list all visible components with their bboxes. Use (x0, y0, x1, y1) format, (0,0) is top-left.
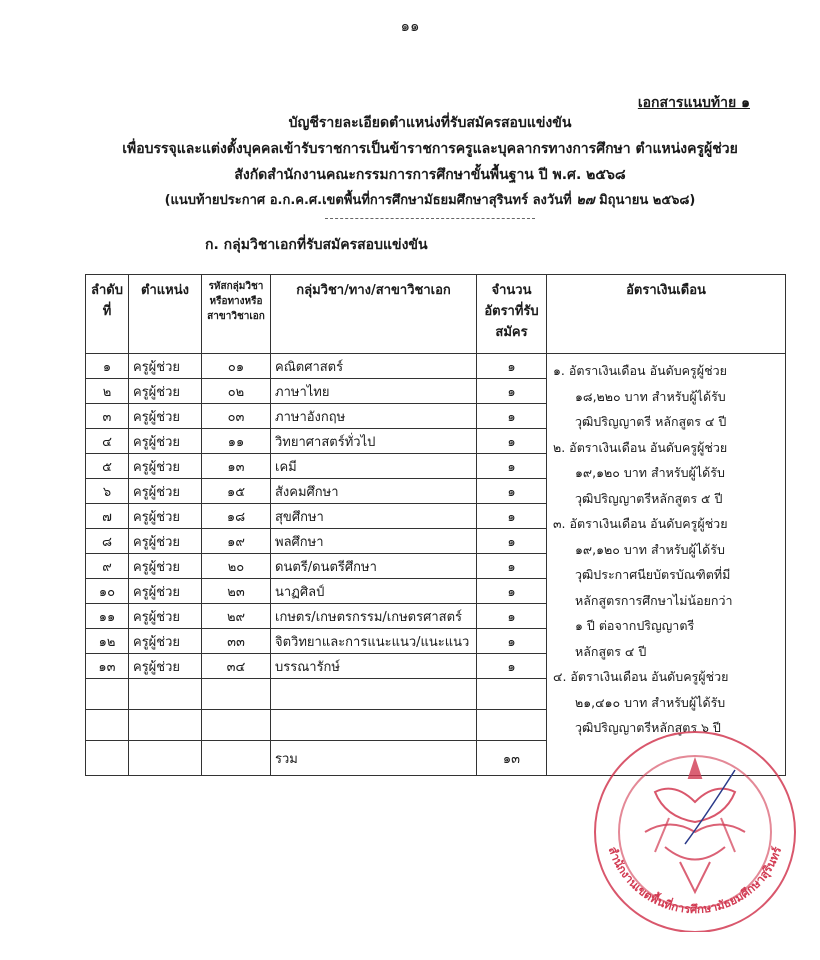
row-order: ๑ (86, 354, 129, 379)
announcement-suffix: มิถุนายน ๒๕๖๘) (594, 193, 696, 208)
row-count: ๑ (477, 529, 547, 554)
salary-note-line: ๑๙,๑๒๐ บาท สำหรับผู้ได้รับ (575, 541, 725, 557)
salary-note-line: ๑ ปี ต่อจากปริญญาตรี (575, 618, 695, 633)
row-code: ๓๓ (202, 629, 271, 654)
row-order: ๒ (86, 379, 129, 404)
row-position: ครูผู้ช่วย (129, 529, 202, 554)
page-number: ๑๑ (400, 17, 420, 35)
row-count: ๑ (477, 554, 547, 579)
row-position: ครูผู้ช่วย (129, 579, 202, 604)
row-subject: ดนตรี/ดนตรีศึกษา (271, 554, 477, 579)
heading-line-4 (40, 188, 820, 214)
row-order: ๙ (86, 554, 129, 579)
document-heading (40, 110, 820, 214)
salary-note (553, 435, 779, 512)
row-position: ครูผู้ช่วย (129, 629, 202, 654)
row-subject: ภาษาอังกฤษ (271, 404, 477, 429)
salary-note-line: ๑๙,๑๒๐ บาท สำหรับผู้ได้รับ (575, 465, 725, 480)
table-header-row (86, 275, 786, 354)
salary-note-title: ๔. อัตราเงินเดือน อันดับครูผู้ช่วย (553, 669, 729, 684)
announcement-prefix: (แนบท้ายประกาศ อ.ก.ค.ศ.เขตพื้นที่การศึกษามัธยมศึกษาสุรินทร์ ลงวันที่ (164, 193, 577, 208)
row-subject: สังคมศึกษา (271, 479, 477, 504)
salary-note-line: ๑๘,๒๒๐ บาท สำหรับผู้ได้รับ (575, 388, 726, 404)
row-order: ๘ (86, 529, 129, 554)
row-count: ๑ (477, 429, 547, 454)
salary-note-line: วุฒิประกาศนียบัตรบัณฑิตที่มี (575, 567, 731, 582)
salary-note-line: วุฒิปริญญาตรีหลักสูตร ๖ ปี (575, 720, 721, 735)
header-position: ตำแหน่ง (129, 275, 202, 354)
heading-line-3: สังกัดสำนักงานคณะกรรมการการศึกษาขั้นพื้นฐาน ปี พ.ศ. ๒๕๖๘ (234, 167, 626, 183)
row-position: ครูผู้ช่วย (129, 454, 202, 479)
row-count: ๑ (477, 479, 547, 504)
row-count: ๑ (477, 604, 547, 629)
row-code: ๑๘ (202, 504, 271, 529)
salary-note-line: วุฒิปริญญาตรีหลักสูตร ๕ ปี (575, 490, 723, 506)
table-row (86, 354, 786, 379)
row-subject: คณิตศาสตร์ (271, 354, 477, 379)
salary-note (553, 358, 779, 435)
svg-text:สำนักงานเขตพื้นที่การศึกษามัธย (606, 844, 785, 916)
row-order: ๖ (86, 479, 129, 504)
section-title: ก. กลุ่มวิชาเอกที่รับสมัครสอบแข่งขัน (205, 237, 428, 253)
row-code: ๐๑ (202, 354, 271, 379)
positions-table (85, 274, 786, 776)
row-position: ครูผู้ช่วย (129, 404, 202, 429)
header-code: รหัสกลุ่มวิชาหรือทางหรือสาขาวิชาเอก (202, 275, 271, 354)
row-subject: เกษตร/เกษตรกรรม/เกษตรศาสตร์ (271, 604, 477, 629)
row-count: ๑ (477, 454, 547, 479)
total-count: ๑๓ (477, 741, 547, 776)
row-position: ครูผู้ช่วย (129, 504, 202, 529)
row-position: ครูผู้ช่วย (129, 604, 202, 629)
salary-note-line: วุฒิปริญญาตรี หลักสูตร ๔ ปี (575, 414, 727, 429)
row-code: ๑๕ (202, 479, 271, 504)
row-code: ๒๓ (202, 579, 271, 604)
salary-note-line: หลักสูตร ๔ ปี (575, 643, 647, 659)
row-position: ครูผู้ช่วย (129, 554, 202, 579)
header-count: จำนวนอัตราที่รับสมัคร (477, 275, 547, 354)
header-subject: กลุ่มวิชา/ทาง/สาขาวิชาเอก (271, 275, 477, 354)
total-label: รวม (271, 741, 477, 776)
row-position: ครูผู้ช่วย (129, 429, 202, 454)
row-order: ๗ (86, 504, 129, 529)
row-subject: พลศึกษา (271, 529, 477, 554)
salary-notes (547, 354, 786, 776)
salary-note-title: ๑. อัตราเงินเดือน อันดับครูผู้ช่วย (553, 363, 727, 378)
row-code: ๐๒ (202, 379, 271, 404)
row-order: ๑๒ (86, 629, 129, 654)
salary-note (553, 511, 779, 664)
row-subject: จิตวิทยาและการแนะแนว/แนะแนว (271, 629, 477, 654)
salary-note-line: ๒๑,๔๑๐ บาท สำหรับผู้ได้รับ (575, 694, 726, 710)
dashed-divider (325, 218, 535, 219)
row-order: ๔ (86, 429, 129, 454)
announcement-date: ๒๗ (576, 193, 595, 208)
row-subject: วิทยาศาสตร์ทั่วไป (271, 429, 477, 454)
row-code: ๓๔ (202, 654, 271, 679)
row-code: ๐๓ (202, 404, 271, 429)
seal-text: สำนักงานเขตพื้นที่การศึกษามัธยมศึกษาสุรินทร์ (605, 844, 785, 917)
row-count: ๑ (477, 404, 547, 429)
row-code: ๒๐ (202, 554, 271, 579)
row-subject: บรรณารักษ์ (271, 654, 477, 679)
salary-note-line: หลักสูตรการศึกษาไม่น้อยกว่า (575, 592, 733, 608)
header-order: ลำดับที่ (86, 275, 129, 354)
salary-note-title: ๒. อัตราเงินเดือน อันดับครูผู้ช่วย (553, 439, 728, 455)
header-salary: อัตราเงินเดือน (547, 275, 786, 354)
row-position: ครูผู้ช่วย (129, 654, 202, 679)
row-subject: ภาษาไทย (271, 379, 477, 404)
row-position: ครูผู้ช่วย (129, 379, 202, 404)
salary-note-title: ๓. อัตราเงินเดือน อันดับครูผู้ช่วย (553, 516, 728, 531)
appendix-label: เอกสารแนบท้าย ๑ (637, 95, 750, 111)
row-subject: นาฏศิลป์ (271, 579, 477, 604)
row-order: ๓ (86, 404, 129, 429)
row-order: ๑๓ (86, 654, 129, 679)
row-count: ๑ (477, 629, 547, 654)
row-count: ๑ (477, 504, 547, 529)
row-code: ๑๑ (202, 429, 271, 454)
row-count: ๑ (477, 379, 547, 404)
row-order: ๑๑ (86, 604, 129, 629)
row-order: ๑๐ (86, 579, 129, 604)
row-code: ๑๓ (202, 454, 271, 479)
row-subject: สุขศึกษา (271, 504, 477, 529)
row-order: ๕ (86, 454, 129, 479)
garuda-seal (585, 722, 805, 932)
row-code: ๑๙ (202, 529, 271, 554)
heading-line-1: บัญชีรายละเอียดตำแหน่งที่รับสมัครสอบแข่งขัน (288, 115, 572, 131)
row-count: ๑ (477, 354, 547, 379)
row-position: ครูผู้ช่วย (129, 479, 202, 504)
heading-line-2: เพื่อบรรจุและแต่งตั้งบุคคลเข้ารับราชการเป็นข้าราชการครูและบุคลากรทางการศึกษา ตำแหน่งครูผู้ช่วย (122, 141, 738, 157)
row-subject: เคมี (271, 454, 477, 479)
row-position: ครูผู้ช่วย (129, 354, 202, 379)
row-count: ๑ (477, 579, 547, 604)
row-code: ๒๙ (202, 604, 271, 629)
row-count: ๑ (477, 654, 547, 679)
table-body (86, 354, 786, 776)
